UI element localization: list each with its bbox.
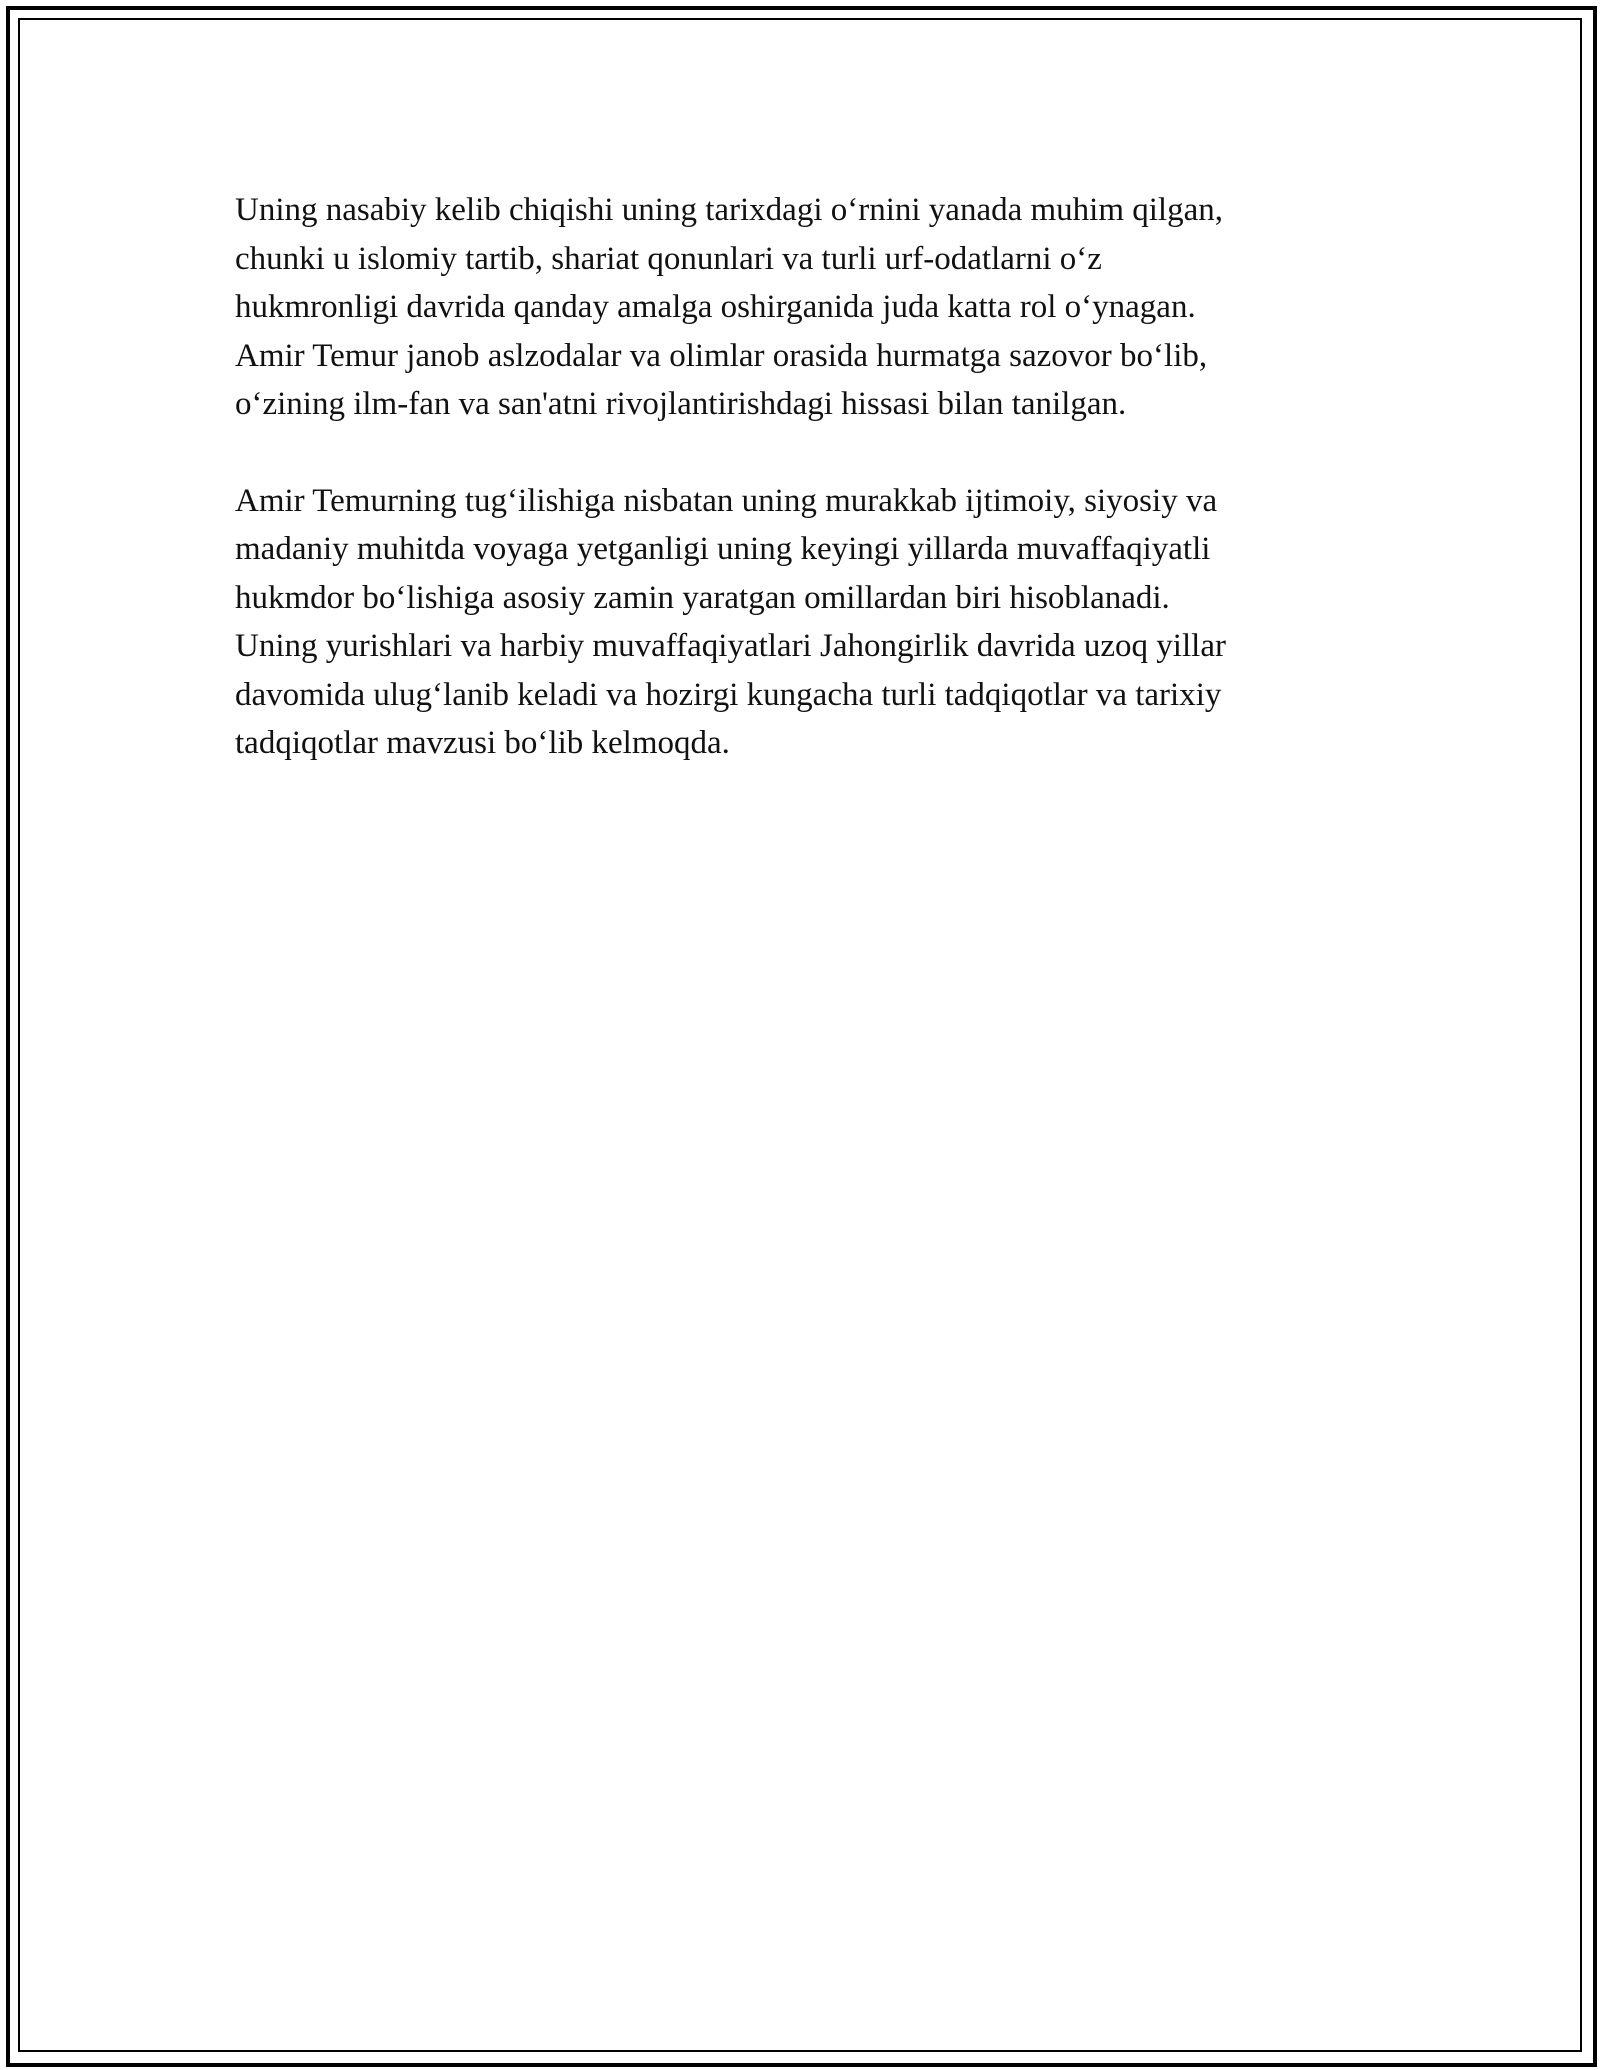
text-line: Amir Temur janob aslzodalar va olimlar orasida hurmatga sazovor bo‘lib,	[235, 337, 1208, 374]
text-line: Uning nasabiy kelib chiqishi uning tarixdagi o‘rnini yanada muhim qilgan,	[235, 192, 1223, 228]
text-line: madaniy muhitda voyaga yetganligi uning keyingi yillarda muvaffaqiyatli	[235, 531, 1211, 567]
text-line: hukmdor bo‘lishiga asosiy zamin yaratgan omillardan biri hisoblanadi.	[235, 579, 1170, 616]
text-line: Amir Temurning tug‘ilishiga nisbatan uning murakkab ijtimoiy, siyosiy va	[235, 482, 1218, 519]
text-line: Uning yurishlari va harbiy muvaffaqiyatlari Jahongirlik davrida uzoq yillar	[235, 628, 1226, 664]
paragraph-2	[235, 477, 1365, 768]
text-line: chunki u islomiy tartib, shariat qonunlari va turli urf-odatlarni o‘z	[235, 240, 1102, 277]
text-line: o‘zining ilm-fan va san'atni rivojlantirishdagi hissasi bilan tanilgan.	[235, 386, 1127, 422]
document-body	[235, 186, 1365, 816]
text-line: hukmronligi davrida qanday amalga oshirganida juda katta rol o‘ynagan.	[235, 289, 1196, 325]
text-line: davomida ulug‘lanib keladi va hozirgi kungacha turli tadqiqotlar va tarixiy	[235, 676, 1222, 713]
text-line: tadqiqotlar mavzusi bo‘lib kelmoqda.	[235, 725, 730, 761]
paragraph-1	[235, 186, 1365, 429]
